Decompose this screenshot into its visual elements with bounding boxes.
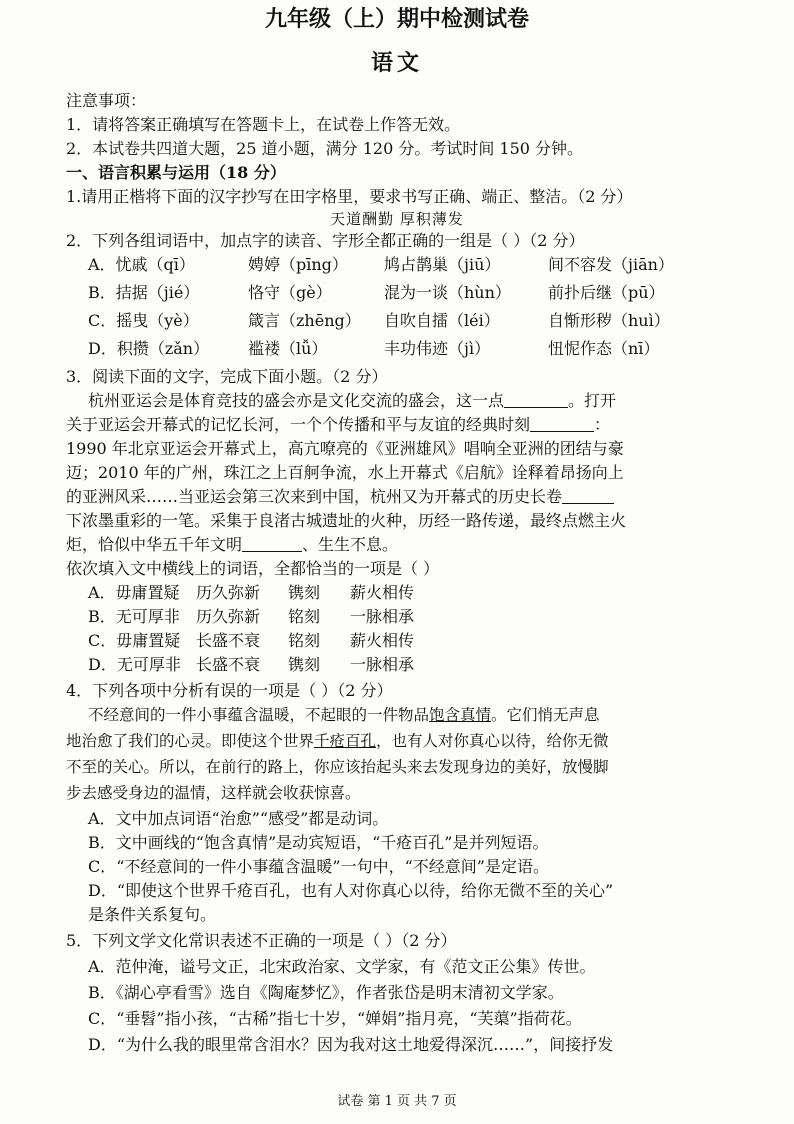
option-row [88, 254, 674, 276]
option-text: 丰功伟迹（jì） [384, 339, 491, 358]
option-text: B．文中画线的“饱含真情”是动宾短语，“千疮百孔”是并列短语。 [88, 833, 549, 852]
passage-line: 炬，恰似中华五千年文明 、生生不息。 [66, 535, 399, 554]
passage-line: 不经意间的一件小事蕴含温暖，不起眼的一件物品饱含真情。它们悄无声息 [88, 706, 600, 724]
option-text: 鸠占鹊巢（jiū） [384, 255, 501, 274]
passage-line: 关于亚运会开幕式的记忆长河，一个个传播和平与友谊的经典时刻 ： [66, 415, 611, 434]
option-row: A．毋庸置疑 历久弥新 镌刻 薪火相传 [88, 583, 415, 602]
option-text: D．积攒（zǎn） [88, 339, 210, 358]
option-row: C．毋庸置疑 长盛不衰 铭刻 薪火相传 [88, 631, 415, 650]
fill-blank [242, 535, 302, 552]
option-text: D．“即使这个世界千疮百孔，也有人对你真心以待，给你无微不至的关心” [88, 881, 614, 900]
copy-text: 天道酬勤 厚积薄发 [330, 210, 464, 228]
question-prompt: 依次填入文中横线上的词语，全都恰当的一项是（ ） [66, 559, 440, 578]
passage-line: 1990 年北京亚运会开幕式上，高亢嘹亮的《亚洲雄风》唱响全亚洲的团结与豪 [66, 439, 624, 458]
subject-title: 语文 [370, 50, 423, 76]
option-text: C．摇曳（yè） [88, 311, 199, 330]
option-row [88, 310, 670, 332]
option-row: B．无可厚非 历久弥新 铭刻 一脉相承 [88, 607, 415, 626]
passage-line: 不至的关心。所以，在前行的路上，你应该抬起头来去发现身边的美好，放慢脚 [66, 758, 609, 776]
section-heading: 一、语言积累与运用（18 分） [66, 163, 286, 182]
exam-title: 九年级（上）期中检测试卷 [264, 6, 529, 32]
option-text: D．“为什么我的眼里常含泪水？因为我对这土地爱得深沉……”，间接抒发 [88, 1035, 614, 1054]
passage-line: 迈；2010 年的广州，珠江之上百舸争流，水上开幕式《启航》诠释着昂扬向上 [66, 463, 624, 482]
option-text: 混为一谈（hùn） [384, 283, 511, 302]
fill-blank [562, 487, 614, 504]
question-stem: 3．阅读下面的文字，完成下面小题。（2 分） [66, 367, 388, 386]
passage-line: 地治愈了我们的心灵。即使这个世界千疮百孔，也有人对你真心以待，给你无微 [66, 732, 609, 750]
fill-blank [530, 415, 594, 432]
option-row [88, 282, 665, 304]
option-text: 褴褛（lǚ） [248, 339, 328, 358]
question-stem: 1.请用正楷将下面的汉字抄写在田字格里，要求书写正确、端正、整洁。（2 分） [66, 187, 633, 206]
note-item: 2．本试卷共四道大题，25 道小题，满分 120 分。考试时间 150 分钟。 [66, 139, 584, 158]
notes-heading: 注意事项： [66, 91, 147, 110]
question-stem: 4．下列各项中分析有误的一项是（ ）（2 分） [66, 681, 393, 700]
note-item: 1．请将答案正确填写在答题卡上，在试卷上作答无效。 [66, 115, 461, 134]
option-text: 自吹自擂（léi） [384, 311, 500, 330]
option-text: A．范仲淹，谥号文正，北宋政治家、文学家，有《范文正公集》传世。 [88, 957, 596, 976]
passage-line: 步去感受身边的温情，这样就会收获惊喜。 [66, 784, 361, 802]
question-stem: 2．下列各组词语中，加点字的读音、字形全都正确的一组是（ ）（2 分） [66, 231, 585, 250]
option-text: 自惭形秽（huì） [548, 311, 670, 330]
question-stem: 5．下列文学文化常识表述不正确的一项是（ ）（2 分） [66, 931, 457, 950]
passage-line: 的亚洲风采……当亚运会第三次来到中国，杭州又为开幕式的历史长卷 [66, 486, 614, 508]
fill-blank [504, 391, 568, 408]
option-text: 忸怩作态（nī） [548, 339, 660, 358]
option-text: B．拮据（jié） [88, 283, 200, 302]
option-row [88, 338, 659, 360]
underlined-phrase: 饱含真情 [429, 706, 492, 724]
underlined-phrase: 千疮百孔 [314, 732, 377, 750]
option-text: B．《湖心亭看雪》选自《陶庵梦忆》，作者张岱是明末清初文学家。 [88, 983, 564, 1002]
option-text: 前扑后继（pū） [548, 283, 665, 302]
passage-line: 杭州亚运会是体育竞技的盛会亦是文化交流的盛会，这一点 。打开 [88, 391, 617, 410]
option-row: D．无可厚非 长盛不衰 镌刻 一脉相承 [88, 655, 415, 674]
option-text: C．“垂髫”指小孩，“古稀”指七十岁，“婵娟”指月亮，“芙蕖”指荷花。 [88, 1009, 582, 1028]
option-text: C．“不经意间的一件小事蕴含温暖”一句中，“不经意间”是定语。 [88, 857, 549, 876]
option-text: 箴言（zhēng） [248, 311, 361, 330]
option-text: 恪守（gè） [248, 283, 332, 302]
option-text-continued: 是条件关系复句。 [88, 905, 217, 924]
option-text: 娉婷（pīng） [248, 255, 348, 274]
option-text: A．忧戚（qī） [88, 255, 195, 274]
option-text: A．文中加点词语“治愈”“感受”都是动词。 [88, 809, 389, 828]
page-footer: 试卷 第 1 页 共 7 页 [337, 1094, 457, 1109]
option-text: 间不容发（jiān） [548, 255, 674, 274]
passage-line: 下浓墨重彩的一笔。采集于良渚古城遗址的火种，历经一路传递，最终点燃主火 [66, 511, 627, 530]
